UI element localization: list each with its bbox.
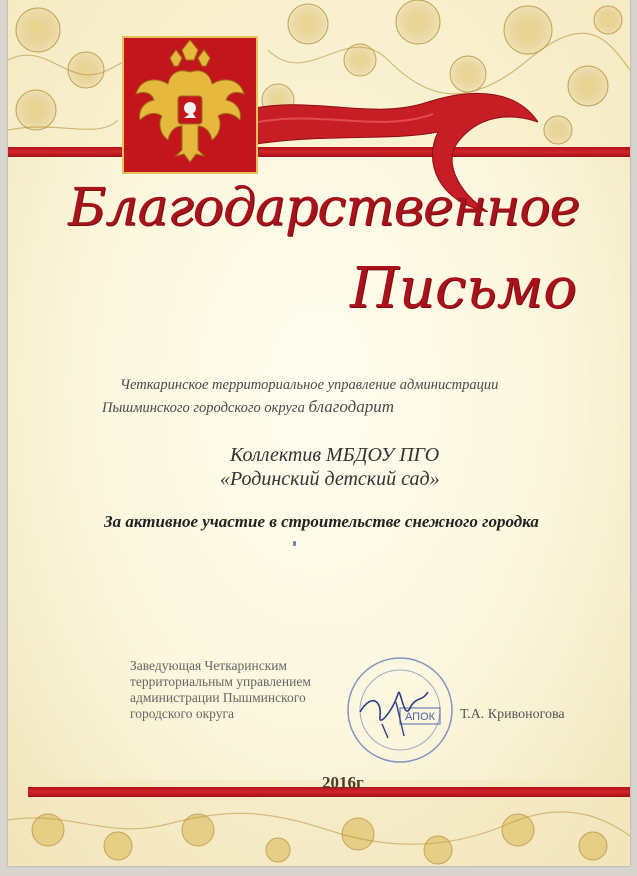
letter-page	[8, 0, 630, 866]
recipient-line-2: «Родинский детский сад»	[220, 468, 440, 490]
signatory-name: Т.А. Кривоногова	[460, 707, 565, 722]
coat-of-arms-emblem	[122, 36, 258, 174]
signatory-position-line: администрации Пышминского	[130, 690, 306, 705]
stamp-text: АПОК	[404, 711, 436, 723]
title-line-2: Письмо	[350, 256, 577, 321]
reason-text: За активное участие в строительстве снежного городка	[104, 512, 539, 531]
recipient-line-1: Коллектив МБДОУ ПГО	[230, 444, 440, 466]
year: 2016г	[322, 773, 364, 792]
signatory-position-line: Заведующая Четкаринским	[130, 658, 288, 673]
signatory-position	[130, 658, 360, 722]
title-line-1: Благодарственное	[68, 178, 580, 238]
ink-speck	[293, 541, 296, 546]
org-verb: благодарит	[308, 397, 394, 416]
org-name: Пышминского городского округа	[102, 400, 305, 416]
handwritten-signature	[352, 672, 432, 742]
org-line-1: Четкаринское территориальное управление администрации	[120, 377, 499, 393]
signatory-position-line: городского округа	[130, 706, 235, 721]
org-line-2	[102, 397, 394, 417]
signatory-position-line: территориальным управлением	[130, 674, 311, 689]
double-headed-eagle-icon	[124, 38, 256, 172]
